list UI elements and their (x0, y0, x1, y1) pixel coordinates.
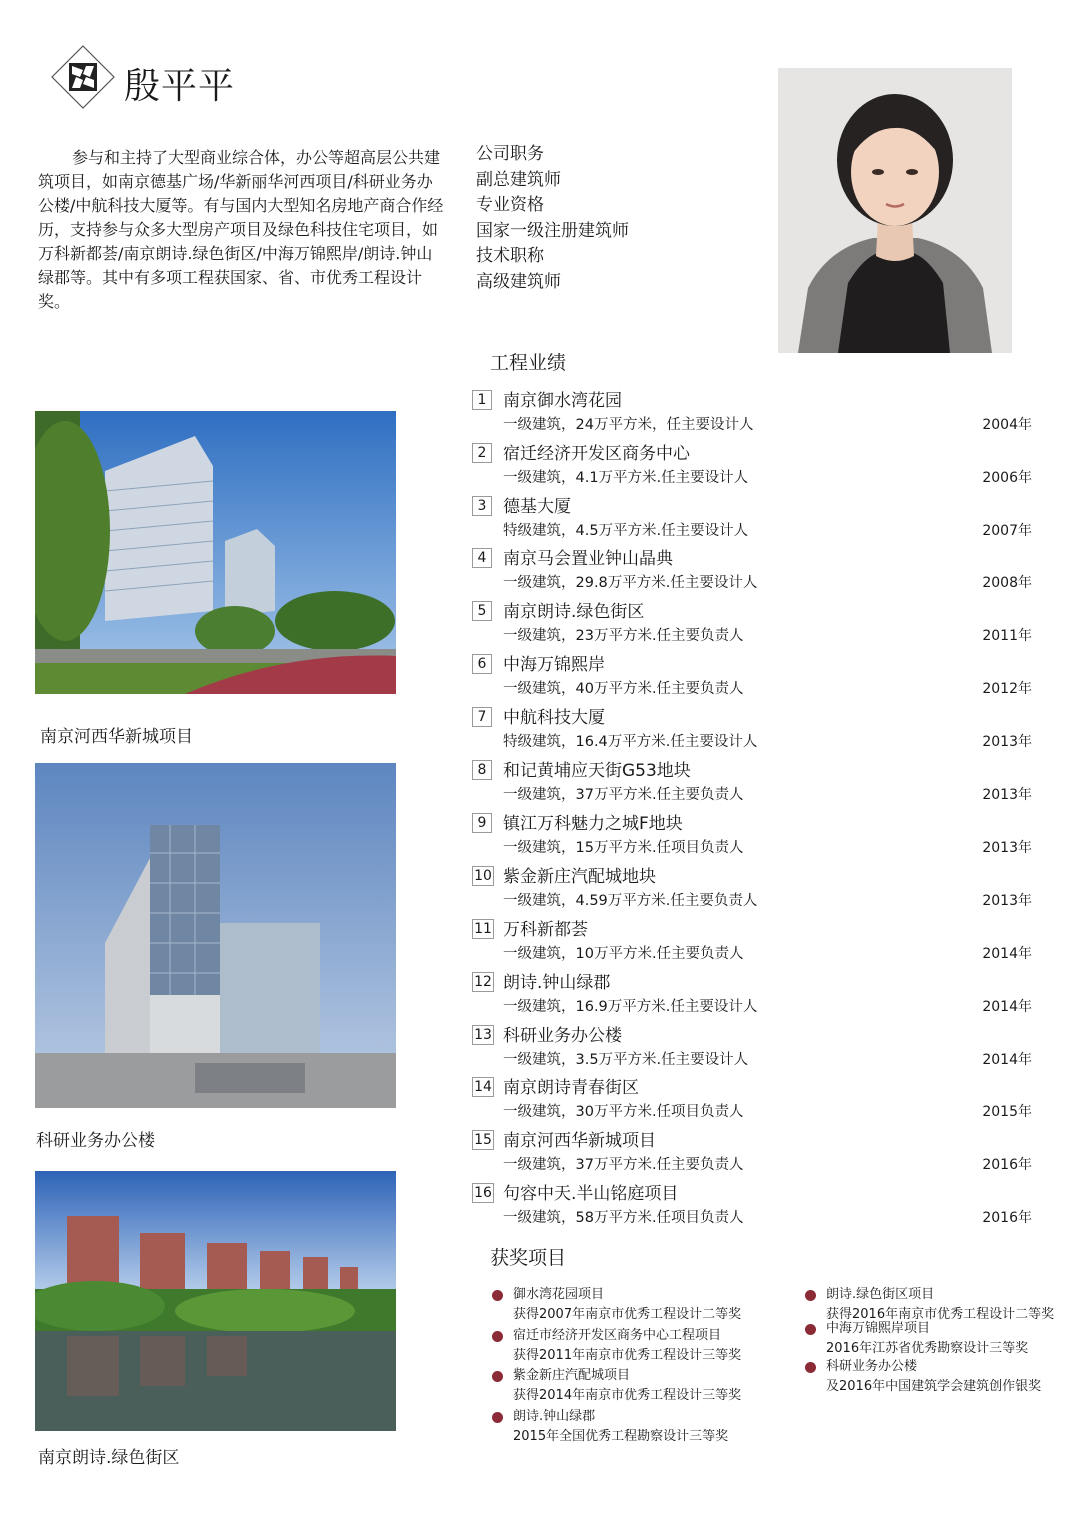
project-item (472, 492, 1042, 544)
project-title: 句容中天.半山铭庭项目 (503, 1184, 679, 1204)
company-logo (50, 44, 116, 110)
project-year: 2016年 (982, 1210, 1032, 1226)
project-description: 特级建筑，16.4万平方米.任主要设计人 (503, 734, 758, 750)
project-number: 9 (472, 813, 492, 833)
project-description: 一级建筑，30万平方米.任项目负责人 (503, 1104, 744, 1120)
bullet-dot-icon (492, 1331, 503, 1342)
info-block (476, 142, 629, 295)
project-item (472, 1021, 1042, 1073)
project-description: 一级建筑，3.5万平方米.任主要设计人 (503, 1052, 749, 1068)
bullet-dot-icon (805, 1324, 816, 1335)
award-project: 御水湾花园项目 (513, 1287, 605, 1302)
project-item (472, 650, 1042, 702)
award-item (513, 1285, 741, 1325)
photo-caption-3: 南京朗诗.绿色街区 (38, 1448, 180, 1468)
award-detail: 2015年全国优秀工程勘察设计三等奖 (513, 1429, 729, 1444)
project-number: 11 (472, 919, 494, 939)
bullet-dot-icon (805, 1290, 816, 1301)
photo-caption-2: 科研业务办公楼 (36, 1131, 155, 1151)
project-year: 2014年 (982, 1052, 1032, 1068)
project-item (472, 862, 1042, 914)
project-title: 南京朗诗青春街区 (503, 1078, 639, 1098)
project-year: 2013年 (982, 840, 1032, 856)
project-year: 2008年 (982, 575, 1032, 591)
award-item (513, 1366, 741, 1406)
project-item (472, 968, 1042, 1020)
project-photo-hexi (35, 411, 396, 694)
award-detail: 获得2014年南京市优秀工程设计三等奖 (513, 1388, 742, 1403)
award-project: 朗诗.绿色街区项目 (826, 1287, 935, 1302)
project-title: 南京御水湾花园 (503, 391, 622, 411)
awards-heading: 获奖项目 (490, 1247, 567, 1269)
bullet-dot-icon (492, 1290, 503, 1301)
award-item (826, 1319, 1028, 1359)
project-year: 2006年 (982, 470, 1032, 486)
project-description: 一级建筑，24万平方米，任主要设计人 (503, 417, 754, 433)
title-value: 高级建筑师 (476, 271, 561, 292)
position-value: 副总建筑师 (476, 169, 561, 190)
project-item (472, 1126, 1042, 1178)
project-description: 一级建筑，16.9万平方米.任主要设计人 (503, 999, 758, 1015)
bullet-dot-icon (805, 1362, 816, 1373)
project-title: 中海万锦熙岸 (503, 655, 605, 675)
project-title: 镇江万科魅力之城F地块 (503, 814, 683, 834)
award-project: 中海万锦熙岸项目 (826, 1321, 931, 1336)
project-title: 紫金新庄汽配城地块 (503, 867, 656, 887)
photo-caption-1: 南京河西华新城项目 (40, 727, 193, 747)
project-description: 一级建筑，23万平方米.任主要负责人 (503, 628, 744, 644)
project-year: 2014年 (982, 946, 1032, 962)
person-name: 殷平平 (124, 66, 236, 107)
project-description: 一级建筑，4.59万平方米.任主要负责人 (503, 893, 758, 909)
project-item (472, 544, 1042, 596)
project-photo-office (35, 763, 396, 1108)
project-title: 南京朗诗.绿色街区 (503, 602, 645, 622)
project-year: 2013年 (982, 787, 1032, 803)
projects-heading: 工程业绩 (490, 352, 567, 374)
project-title: 宿迁经济开发区商务中心 (503, 444, 690, 464)
award-project: 紫金新庄汽配城项目 (513, 1368, 631, 1383)
project-number: 13 (472, 1025, 494, 1045)
award-project: 科研业务办公楼 (826, 1359, 918, 1374)
project-number: 14 (472, 1077, 494, 1097)
project-number: 3 (472, 496, 492, 516)
project-description: 一级建筑，58万平方米.任项目负责人 (503, 1210, 744, 1226)
project-title: 中航科技大厦 (503, 708, 605, 728)
project-photo-landsea (35, 1171, 396, 1431)
project-year: 2004年 (982, 417, 1032, 433)
bullet-dot-icon (492, 1412, 503, 1423)
project-title: 科研业务办公楼 (503, 1026, 622, 1046)
project-item (472, 756, 1042, 808)
project-number: 6 (472, 654, 492, 674)
award-detail: 获得2016年南京市优秀工程设计二等奖 (826, 1307, 1055, 1322)
qualification-label: 专业资格 (476, 195, 544, 215)
award-item (513, 1407, 728, 1447)
award-detail: 2016年江苏省优秀勘察设计三等奖 (826, 1341, 1029, 1356)
award-project: 宿迁市经济开发区商务中心工程项目 (513, 1328, 722, 1343)
project-year: 2014年 (982, 999, 1032, 1015)
project-number: 12 (472, 972, 494, 992)
award-project: 朗诗.钟山绿郡 (513, 1409, 596, 1424)
project-number: 4 (472, 548, 492, 568)
project-description: 一级建筑，4.1万平方米.任主要设计人 (503, 470, 749, 486)
title-label: 技术职称 (476, 246, 544, 266)
project-item (472, 1179, 1042, 1231)
project-item (472, 386, 1042, 438)
project-year: 2016年 (982, 1157, 1032, 1173)
project-description: 一级建筑，40万平方米.任主要负责人 (503, 681, 744, 697)
award-detail: 获得2011年南京市优秀工程设计三等奖 (513, 1348, 742, 1363)
project-description: 特级建筑，4.5万平方米.任主要设计人 (503, 523, 749, 539)
project-number: 16 (472, 1183, 494, 1203)
bio-paragraph: 参与和主持了大型商业综合体，办公等超高层公共建筑项目，如南京德基广场/华新丽华河西项目/科研业务办公楼/中航科技大厦等。有与国内大型知名房地产商合作经历，支持参与众多大型房产项目及绿色科技住宅项目，如万科新都荟/南京朗诗.绿色街区/中海万锦熙岸/朗诗.钟山绿郡等。其中有多项工程获国家、省、市优秀工程设计奖。 (38, 148, 444, 311)
project-number: 1 (472, 390, 492, 410)
project-description: 一级建筑，15万平方米.任项目负责人 (503, 840, 744, 856)
project-title: 万科新都荟 (503, 920, 588, 940)
project-year: 2013年 (982, 893, 1032, 909)
project-item (472, 1073, 1042, 1125)
bullet-dot-icon (492, 1371, 503, 1382)
project-description: 一级建筑，37万平方米.任主要负责人 (503, 787, 744, 803)
award-item (513, 1326, 741, 1366)
project-description: 一级建筑，10万平方米.任主要负责人 (503, 946, 744, 962)
project-title: 南京马会置业钟山晶典 (503, 549, 673, 569)
position-label: 公司职务 (476, 144, 544, 164)
project-year: 2011年 (982, 628, 1032, 644)
project-title: 和记黄埔应天街G53地块 (503, 761, 691, 781)
project-description: 一级建筑，37万平方米.任主要负责人 (503, 1157, 744, 1173)
award-item (826, 1357, 1041, 1397)
project-number: 8 (472, 760, 492, 780)
project-item (472, 703, 1042, 755)
qualification-value: 国家一级注册建筑师 (476, 220, 629, 241)
portrait-photo (778, 68, 1012, 353)
project-number: 10 (472, 866, 494, 886)
project-number: 15 (472, 1130, 494, 1150)
project-year: 2015年 (982, 1104, 1032, 1120)
project-year: 2007年 (982, 523, 1032, 539)
award-detail: 获得2007年南京市优秀工程设计二等奖 (513, 1307, 742, 1322)
award-detail: 及2016年中国建筑学会建筑创作银奖 (826, 1379, 1042, 1394)
project-description: 一级建筑，29.8万平方米.任主要设计人 (503, 575, 758, 591)
project-year: 2013年 (982, 734, 1032, 750)
project-year: 2012年 (982, 681, 1032, 697)
project-number: 2 (472, 443, 492, 463)
project-item (472, 597, 1042, 649)
project-item (472, 915, 1042, 967)
project-item (472, 809, 1042, 861)
project-number: 5 (472, 601, 492, 621)
project-number: 7 (472, 707, 492, 727)
project-title: 南京河西华新城项目 (503, 1131, 656, 1151)
project-item (472, 439, 1042, 491)
project-title: 德基大厦 (503, 497, 571, 517)
project-title: 朗诗.钟山绿郡 (503, 973, 611, 993)
